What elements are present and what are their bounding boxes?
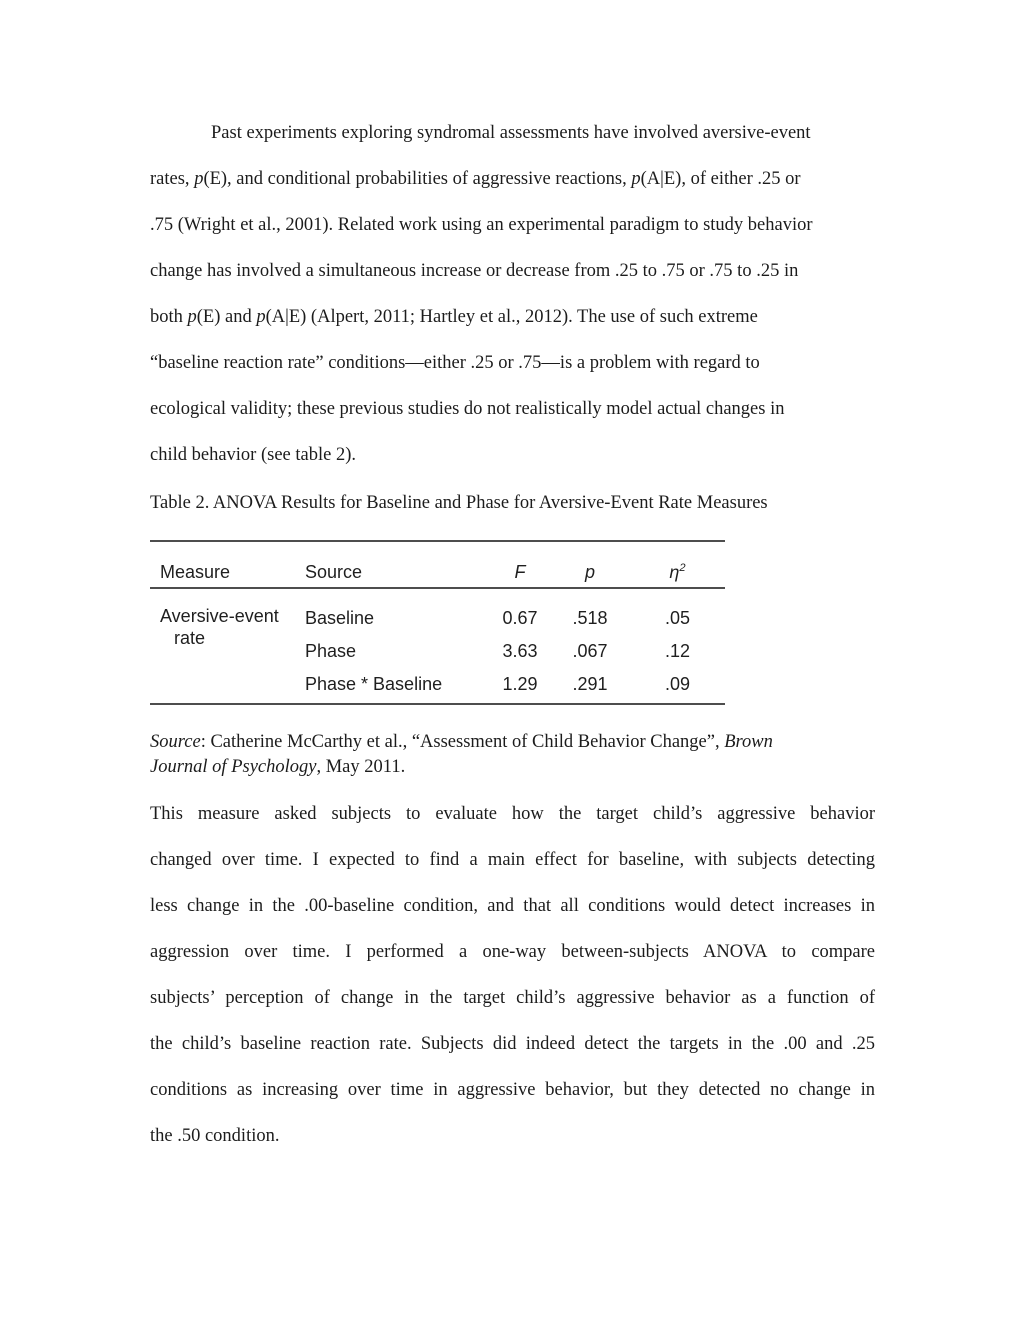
table-body [150,589,725,705]
anova-table [150,540,725,705]
column-header-measure: Measure [160,562,231,582]
text-line: conditions as increasing over time in aggressive behavior, but they detected no change in [150,1080,875,1100]
text-line: ecological validity; these previous studies do not realistically model actual changes in [150,399,785,419]
text-line: This measure asked subjects to evaluate how the target child’s aggressive behavior [150,804,875,824]
paragraph-intro [150,110,875,478]
text-line: rate [174,628,206,648]
table-cell: Phase [305,640,357,661]
paragraph-analysis [150,791,875,1159]
text-line: Past experiments exploring syndromal assessments have involved aversive-event [211,123,811,143]
text-line: Aversive-event [160,606,279,626]
column-header-p: p [584,562,595,582]
table-measure-cell [150,601,300,700]
table-row [300,634,725,667]
table-cell: 1.29 [502,673,538,694]
table-cell: Baseline [305,607,375,628]
text-line: Source: Catherine McCarthy et al., “Assessment of Child Behavior Change”, Brown [150,732,773,752]
table-cell: .05 [664,607,691,628]
table-cell: 0.67 [502,607,538,628]
table-cell: .12 [664,640,691,661]
source-note [150,730,875,780]
text-line: both p(E) and p(A|E) (Alpert, 2011; Hartley et al., 2012). The use of such extreme [150,307,758,327]
text-line: subjects’ perception of change in the target child’s aggressive behavior as a function of [150,988,875,1008]
table-row [300,601,725,634]
table-cell: .067 [572,640,608,661]
table-cell: Phase * Baseline [305,673,443,694]
table-rows [300,601,725,700]
table-cell: 3.63 [502,640,538,661]
text-line: the .50 condition. [150,1126,280,1146]
table-header-row [150,542,725,589]
table-cell: .518 [572,607,608,628]
text-line: changed over time. I expected to find a main effect for baseline, with subjects detecting [150,850,875,870]
table-cell: .291 [572,673,608,694]
text-line: Journal of Psychology, May 2011. [150,757,406,777]
table-cell: .09 [664,673,691,694]
text-line: change has involved a simultaneous increase or decrease from .25 to .75 or .75 to .25 in [150,261,799,281]
column-header-source: Source [305,562,363,582]
column-header-f: F [514,562,526,582]
text-line: child behavior (see table 2). [150,445,356,465]
table-row [300,667,725,700]
text-line: rates, p(E), and conditional probabilities of aggressive reactions, p(A|E), of either .25 or [150,169,801,189]
text-line: .75 (Wright et al., 2001). Related work using an experimental paradigm to study behavior [150,215,813,235]
text-line: less change in the .00-baseline condition, and that all conditions would detect increases in [150,896,875,916]
text-line: aggression over time. I performed a one-way between-subjects ANOVA to compare [150,942,875,962]
text-line: “baseline reaction rate” conditions—either .25 or .75—is a problem with regard to [150,353,760,373]
column-header-eta-squared: $\eta^2$ [669,562,686,582]
text-line: the child’s baseline reaction rate. Subjects did indeed detect the targets in the .00 and .25 [150,1034,875,1054]
table-caption: Table 2. ANOVA Results for Baseline and Phase for Aversive-Event Rate Measures [150,493,768,513]
